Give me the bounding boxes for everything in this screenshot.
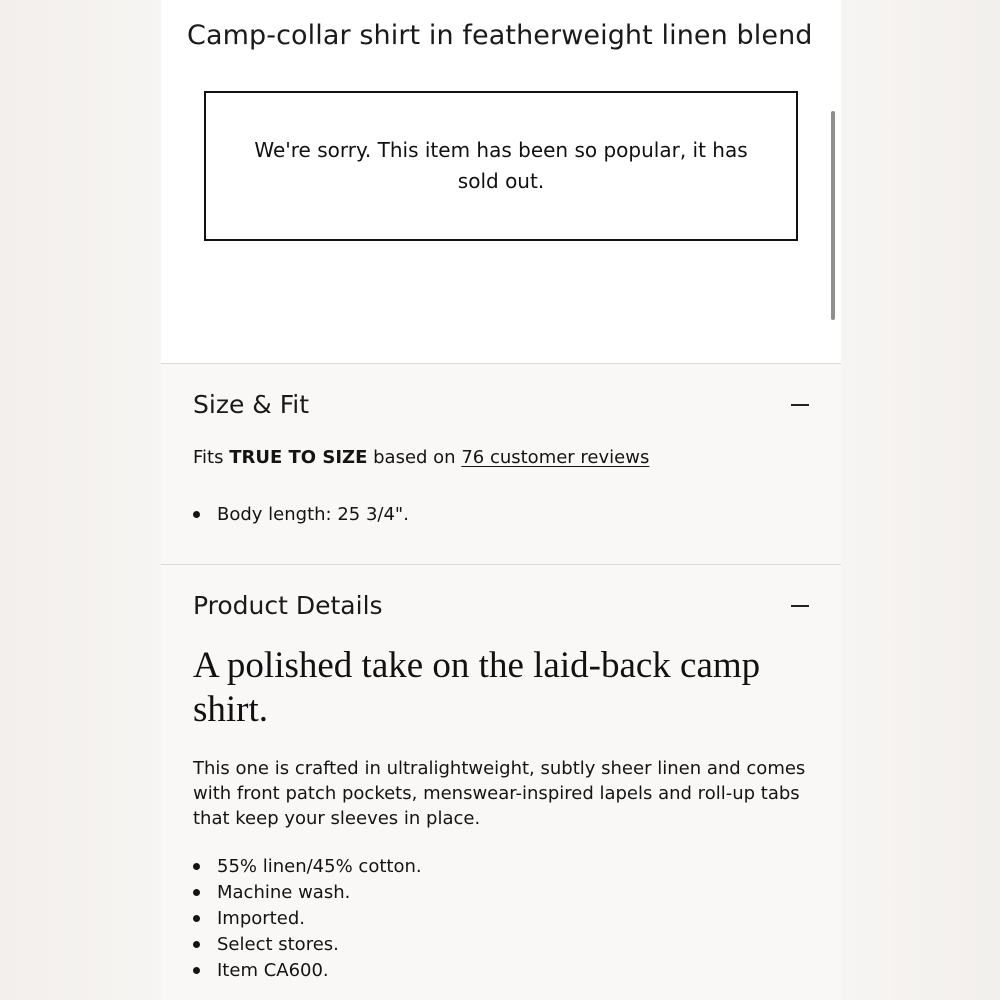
bullet-icon [193,941,200,948]
fit-middle: based on [367,447,462,468]
section-divider [161,564,841,565]
background-right [841,0,1000,1000]
minus-icon [791,605,809,607]
list-item-text: Item CA600. [217,960,329,981]
bullet-icon [193,863,200,870]
list-item-text: Select stores. [217,934,339,955]
list-item-text: Imported. [217,908,305,929]
list-item-text: Body length: 25 3/4". [217,504,409,525]
list-item-text: Machine wash. [217,882,351,903]
list-item [193,880,422,906]
product-page [161,0,841,1000]
customer-reviews-link[interactable]: 76 customer reviews [461,447,650,468]
size-fit-collapse-button[interactable] [788,393,812,417]
list-item [193,502,409,528]
list-item [193,854,422,880]
list-item [193,932,422,958]
product-details-list [193,854,422,984]
sold-out-message: We're sorry. This item has been so popular, it has sold out. [254,138,748,193]
product-details-heading[interactable]: Product Details [193,591,383,620]
minus-icon [791,404,809,406]
fit-value: TRUE TO SIZE [229,447,368,468]
product-details-collapse-button[interactable] [788,594,812,618]
fit-summary [193,445,649,471]
bullet-icon [193,511,200,518]
list-item [193,958,422,984]
list-item-text: 55% linen/45% cotton. [217,856,422,877]
sold-out-notice [204,91,798,241]
scrollbar[interactable] [831,111,835,320]
bullet-icon [193,967,200,974]
size-fit-list [193,502,409,528]
bullet-icon [193,889,200,896]
background-left [0,0,161,1000]
fit-prefix: Fits [193,447,230,468]
section-divider [161,363,841,364]
list-item [193,906,422,932]
size-fit-heading[interactable]: Size & Fit [193,390,310,419]
product-headline: A polished take on the laid-back camp shirt. [193,645,761,730]
product-header-panel [161,0,841,364]
product-title: Camp-collar shirt in featherweight linen blend [187,20,813,51]
product-description: This one is crafted in ultralightweight, subtly sheer linen and comes with front patch pockets, menswear-inspired lapels and roll-up tabs that keep your sleeves in place. [193,758,806,829]
bullet-icon [193,915,200,922]
